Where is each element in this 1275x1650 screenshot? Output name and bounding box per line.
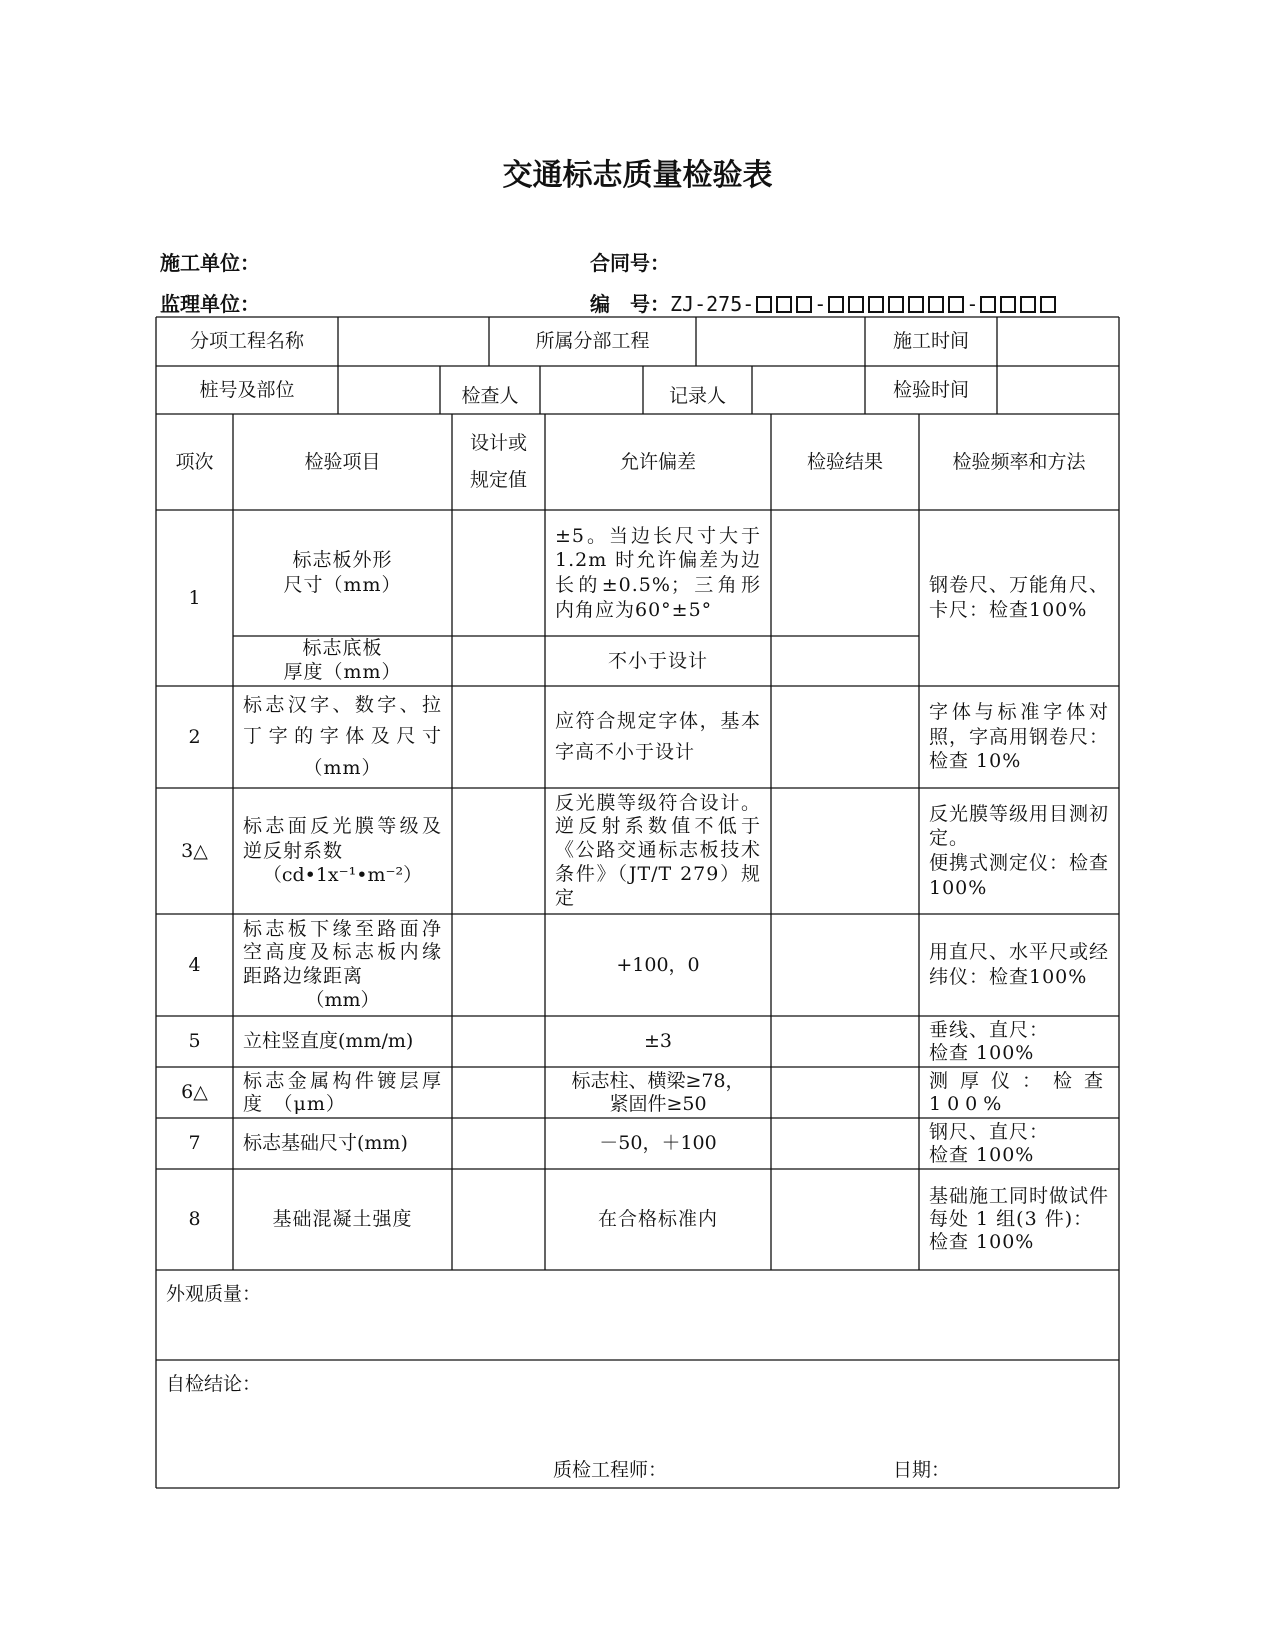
serial-label: 编 号： <box>590 292 670 316</box>
serial-box[interactable] <box>848 296 864 313</box>
row-2-tolerance: 应符合规定字体，基本字高不小于设计 <box>555 709 761 763</box>
row-1-result-value[interactable] <box>771 510 919 636</box>
serial-box[interactable] <box>888 296 904 313</box>
col-header-tolerance: 允许偏差 <box>619 450 696 473</box>
serial-box[interactable] <box>908 296 924 313</box>
row-2-spec-value[interactable] <box>452 686 545 788</box>
row-7-item: 标志基础尺寸(mm) <box>243 1132 408 1155</box>
serial-box[interactable] <box>1040 296 1056 313</box>
construction-unit-label: 施工单位： <box>160 251 260 275</box>
serial-box-group-3 <box>978 294 1058 318</box>
row-8-item: 基础混凝土强度 <box>272 1208 413 1231</box>
row-6-method: 测厚仪：检查100% <box>929 1069 1109 1115</box>
serial-dash-2: - <box>966 292 979 316</box>
construction-time-label: 施工时间 <box>892 330 969 353</box>
inspector-value[interactable] <box>540 366 643 414</box>
col-header-result: 检验结果 <box>806 450 883 473</box>
parent-project-label: 所属分部工程 <box>535 330 650 353</box>
page-title: 交通标志质量检验表 <box>502 158 773 193</box>
row-5-tolerance: ±3 <box>643 1030 672 1053</box>
supervision-unit-label: 监理单位： <box>160 292 260 316</box>
row-7-tolerance: －50，＋100 <box>599 1132 717 1155</box>
row-7-no: 7 <box>188 1132 201 1155</box>
appearance-label: 外观质量： <box>166 1283 262 1305</box>
row-4-item-text: 标志板下缘至路面净空高度及标志板内缘距路边缘距离 <box>243 917 442 987</box>
row-6-tolerance: 标志柱、横梁≥78， 紧固件≥50 <box>571 1069 745 1115</box>
row-8-no: 8 <box>188 1208 201 1231</box>
row-3-method: 反光膜等级用目测初定。 便携式测定仪：检查 100% <box>929 802 1110 899</box>
row-7-method: 钢尺、直尺： 检查 100% <box>929 1120 1050 1166</box>
row-4-item <box>233 914 452 1016</box>
recorder-value[interactable] <box>752 366 865 414</box>
station-label: 桩号及部位 <box>199 378 295 401</box>
row-6-no: 6△ <box>181 1081 208 1104</box>
col-header-method: 检验频率和方法 <box>952 450 1086 473</box>
inspection-time-label: 检验时间 <box>892 378 969 401</box>
row-4-tolerance: +100，0 <box>616 953 700 976</box>
row-2-result-value[interactable] <box>771 686 919 788</box>
row-5-item: 立柱竖直度(mm/m) <box>243 1030 414 1053</box>
serial-dash-1: - <box>814 292 827 316</box>
parent-project-value[interactable] <box>696 317 865 366</box>
row-2-no: 2 <box>188 725 201 748</box>
row-2-method: 字体与标准字体对照，字高用钢卷尺：检查 10% <box>929 700 1110 773</box>
serial-prefix: ZJ-275- <box>670 292 755 316</box>
row-3-item-text: 标志面反光膜等级及逆反射系数 <box>243 814 442 862</box>
col-header-spec: 设计或 规定值 <box>469 431 527 491</box>
row-3-item-unit: （cd•1x⁻¹•m⁻²） <box>262 864 423 887</box>
inspector-label: 检查人 <box>461 384 519 407</box>
conclusion-label: 自检结论： <box>166 1373 262 1395</box>
date-label: 日期： <box>893 1459 951 1481</box>
row-5-method: 垂线、直尺： 检查 100% <box>929 1018 1050 1064</box>
serial-box[interactable] <box>796 296 812 313</box>
row-1-spec-value[interactable] <box>452 510 545 636</box>
serial-box[interactable] <box>1020 296 1036 313</box>
row-3-item <box>233 788 452 914</box>
row-1b-item: 标志底板 厚度（mm） <box>283 637 402 683</box>
serial-box-group-1 <box>754 294 814 318</box>
row-6-item: 标志金属构件镀层厚度 （μm） <box>243 1069 442 1115</box>
recorder-label: 记录人 <box>668 384 726 407</box>
row-1b-tolerance: 不小于设计 <box>607 649 708 672</box>
serial-box[interactable] <box>980 296 996 313</box>
row-1-item: 标志板外形 尺寸（mm） <box>283 549 402 596</box>
row-2-item: 标志汉字、数字、拉丁字的字体及尺寸（mm） <box>243 693 442 779</box>
serial-box[interactable] <box>948 296 964 313</box>
engineer-label: 质检工程师： <box>553 1459 668 1481</box>
row-4-method: 用直尺、水平尺或经纬仪：检查100% <box>929 941 1110 988</box>
row-8-method: 基础施工同时做试件每处 1 组(3 件)： 检查 100% <box>929 1185 1110 1253</box>
col-header-no: 项次 <box>175 450 214 473</box>
station-value[interactable] <box>338 366 440 414</box>
row-1-method: 钢卷尺、万能角尺、卡尺：检查100% <box>929 574 1110 621</box>
row-5-no: 5 <box>188 1030 201 1053</box>
row-3-no: 3△ <box>181 839 208 862</box>
serial-number <box>590 288 1058 318</box>
subitem-name-label: 分项工程名称 <box>189 330 304 353</box>
row-3-tolerance: 反光膜等级符合设计。逆反射系数值不低于《公路交通标志板技术条件》（JT/T 279）规定 <box>555 791 761 909</box>
row-1-tolerance: ±5。当边长尺寸大于 1.2m 时允许偏差为边长的±0.5%；三角形内角应为60°±5° <box>555 524 761 621</box>
serial-box[interactable] <box>776 296 792 313</box>
serial-box[interactable] <box>868 296 884 313</box>
row-8-tolerance: 在合格标准内 <box>597 1208 718 1231</box>
subitem-name-value[interactable] <box>338 317 489 366</box>
row-4-no: 4 <box>188 953 201 976</box>
construction-time-value[interactable] <box>997 317 1119 366</box>
inspection-time-value[interactable] <box>997 366 1119 414</box>
row-1-no: 1 <box>188 586 201 609</box>
serial-box[interactable] <box>928 296 944 313</box>
row-4-item-unit: （mm） <box>305 988 380 1011</box>
serial-box-group-2 <box>826 294 966 318</box>
contract-no-label: 合同号： <box>590 251 670 275</box>
serial-box[interactable] <box>1000 296 1016 313</box>
serial-box[interactable] <box>828 296 844 313</box>
serial-box[interactable] <box>756 296 772 313</box>
col-header-item: 检验项目 <box>304 450 381 473</box>
